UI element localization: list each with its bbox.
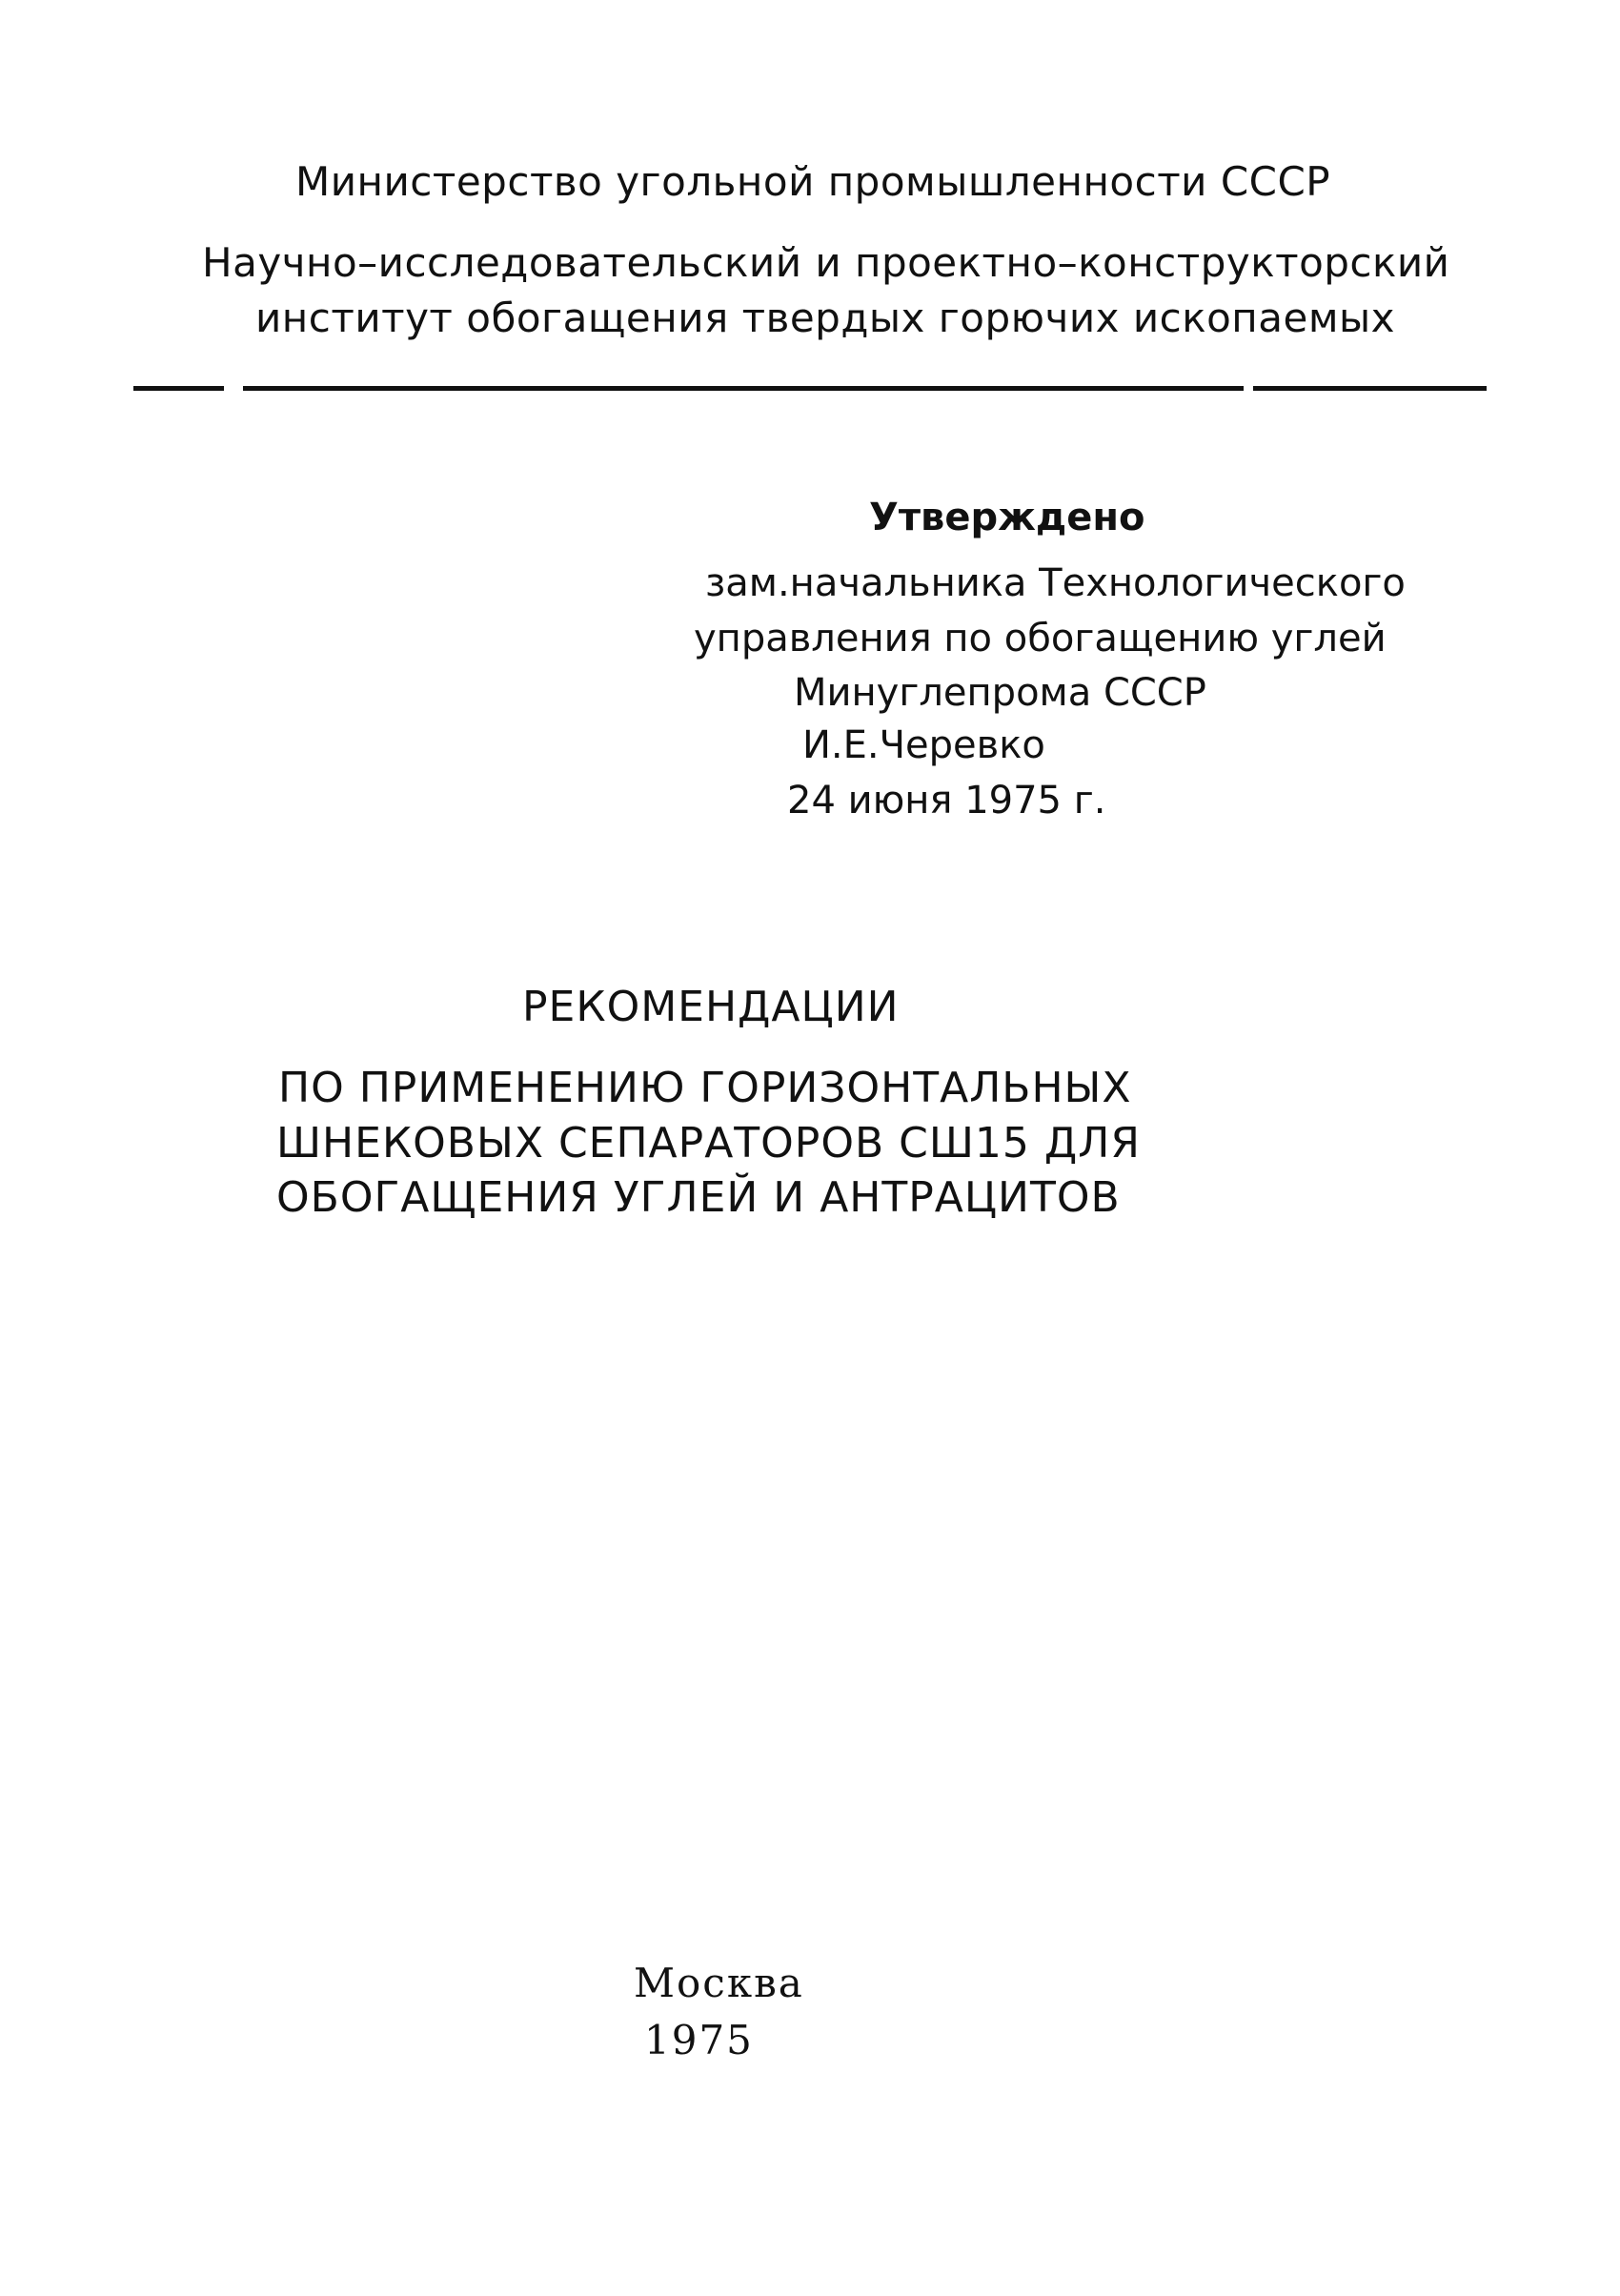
document-subtitle-line2: ШНЕКОВЫХ СЕПАРАТОРОВ СШ15 ДЛЯ bbox=[276, 1119, 1141, 1168]
approval-heading: Утверждено bbox=[869, 496, 1145, 539]
document-subtitle-line1: ПО ПРИМЕНЕНИЮ ГОРИЗОНТАЛЬНЫХ bbox=[278, 1064, 1132, 1112]
publication-year: 1975 bbox=[644, 2017, 754, 2063]
header-rule-right bbox=[1253, 386, 1487, 391]
document-title: РЕКОМЕНДАЦИИ bbox=[522, 983, 900, 1031]
approval-line2: управления по обогащению углей bbox=[694, 617, 1387, 660]
approval-line1: зам.начальника Технологического bbox=[705, 561, 1406, 605]
approval-line3: Минуглепрома СССР bbox=[794, 671, 1206, 715]
institute-name-line2: институт обогащения твердых горючих ископаемых bbox=[255, 295, 1396, 341]
approver-name: И.Е.Черевко bbox=[802, 723, 1045, 767]
approval-date: 24 июня 1975 г. bbox=[787, 779, 1106, 823]
institute-name-line1: Научно–исследовательский и проектно–конструкторский bbox=[202, 239, 1450, 286]
header-rule-left bbox=[133, 386, 224, 391]
ministry-name: Министерство угольной промышленности СССР bbox=[295, 158, 1331, 205]
publication-city: Москва bbox=[634, 1960, 804, 2006]
header-rule-middle bbox=[243, 386, 1244, 391]
document-subtitle-line3: ОБОГАЩЕНИЯ УГЛЕЙ И АНТРАЦИТОВ bbox=[276, 1173, 1121, 1222]
